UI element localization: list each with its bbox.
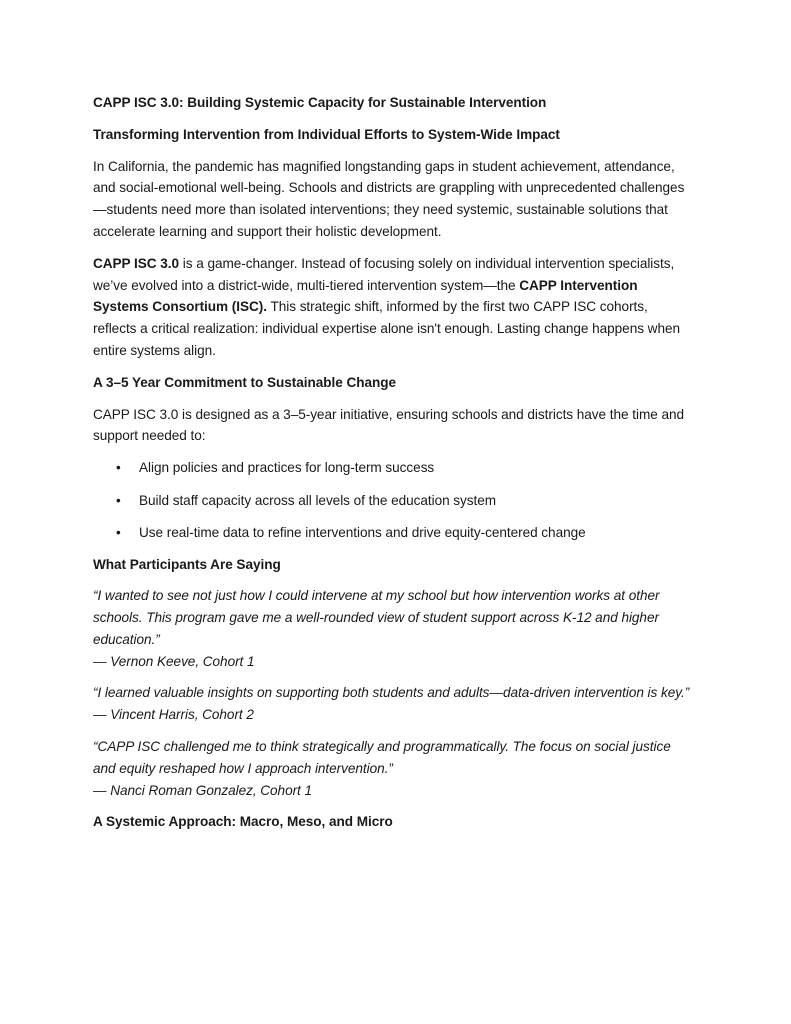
quote-attribution: — Vernon Keeve, Cohort 1: [93, 653, 255, 669]
commitment-heading: A 3–5 Year Commitment to Sustainable Change: [93, 374, 397, 390]
quote-attribution: — Nanci Roman Gonzalez, Cohort 1: [93, 782, 313, 798]
quote-attribution: — Vincent Harris, Cohort 2: [93, 707, 254, 723]
list-item: • Use real-time data to refine interventions and drive equity-centered change: [93, 522, 693, 544]
testimonial-quote: [93, 736, 693, 801]
commitment-paragraph: CAPP ISC 3.0 is designed as a 3–5-year initiative, ensuring schools and districts have the time and support needed to:: [93, 406, 684, 444]
intro-paragraph: In California, the pandemic has magnified longstanding gaps in student achievement, attendance, and social-emotional well-being. Schools and districts are grappling with unprecedented challenges—students need more than isolated interventions; they need systemic, sustainable solutions that accelerate learning and support their holistic development.: [93, 158, 685, 239]
document-page: [93, 92, 693, 843]
testimonial-quote: [93, 585, 693, 672]
list-item: • Align policies and practices for long-term success: [93, 457, 693, 479]
testimonial-quote: [93, 682, 693, 726]
overview-text-1: is a game-changer. Instead of focusing solely on individual intervention specialists, we’ve evolved into a district-wide, multi-tiered intervention system—the: [93, 255, 675, 293]
capp-isc-bold-lead: CAPP ISC 3.0: [93, 255, 180, 271]
document-title: CAPP ISC 3.0: Building Systemic Capacity for Sustainable Intervention: [93, 95, 547, 110]
quote-text: “I learned valuable insights on supporting both students and adults—data-driven intervention is key.”: [93, 685, 690, 701]
document-subtitle: Transforming Intervention from Individual Efforts to System-Wide Impact: [93, 126, 560, 142]
quote-text: “CAPP ISC challenged me to think strategically and programmatically. The focus on social justice and equity reshaped how I approach intervention.”: [93, 738, 671, 776]
commitment-bullet-list: [93, 457, 693, 544]
quote-text: “I wanted to see not just how I could intervene at my school but how intervention works at other schools. This program gave me a well-rounded view of student support across K-12 and higher education.”: [93, 588, 660, 647]
isc-overview-paragraph: [93, 253, 693, 362]
participants-heading: What Participants Are Saying: [93, 557, 281, 573]
overview-text-2: This strategic shift, informed by the first two CAPP ISC cohorts, reflects a critical realization: individual expertise alone isn't enough. Lasting change happens when entire systems align.: [93, 299, 680, 358]
consortium-bold-name: CAPP Intervention Systems Consortium (ISC).: [93, 277, 638, 315]
list-item: • Build staff capacity across all levels of the education system: [93, 490, 693, 512]
systemic-approach-heading: A Systemic Approach: Macro, Meso, and Micro: [93, 814, 393, 830]
